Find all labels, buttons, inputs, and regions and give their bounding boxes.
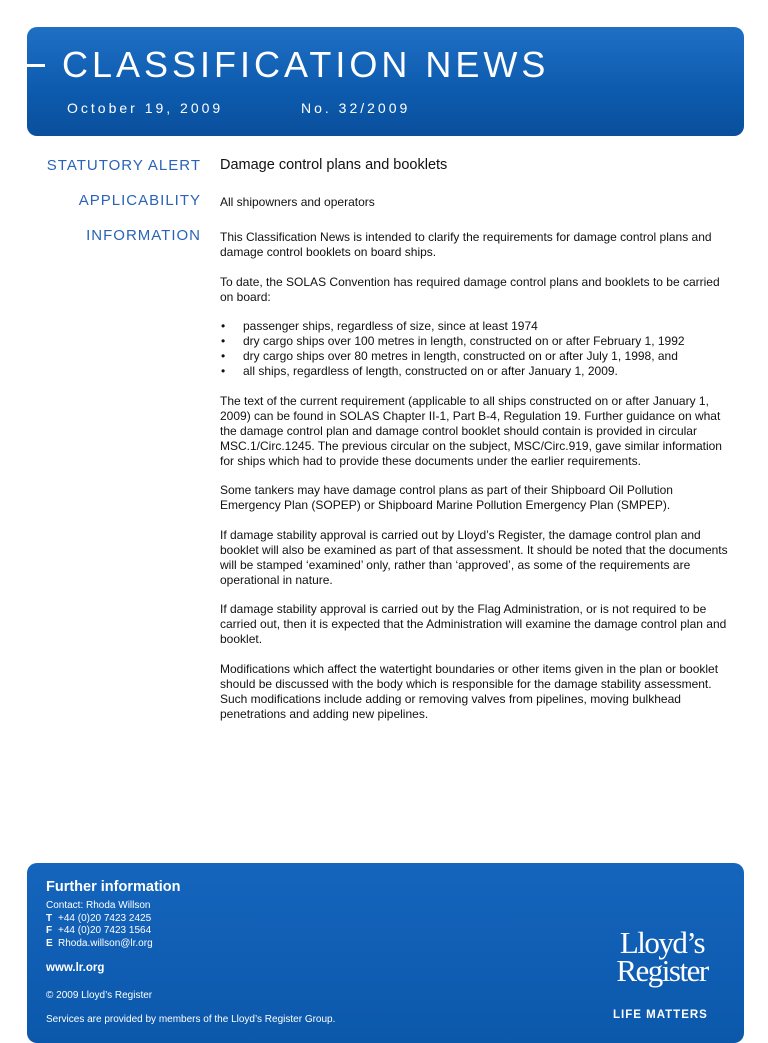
contact-block [46, 900, 153, 950]
footer-panel [27, 863, 744, 1043]
paragraph-solas: To date, the SOLAS Convention has required damage control plans and booklets to be carried on board: [220, 274, 720, 304]
paragraph-lr-approval: If damage stability approval is carried out by Lloyd’s Register, the damage control plan and booklet will also be examined as part of that assessment. It should be noted that the documents will be stamped ‘examined’ only, rather than ‘approved’, as some of the requirements are operational in nature. [220, 527, 728, 587]
list-item: • dry cargo ships over 100 metres in length, constructed on or after February 1, 1992 [221, 334, 685, 348]
lloyds-register-logo: Lloyd’s Register [616, 925, 708, 988]
paragraph-intro: This Classification News is intended to clarify the requirements for damage control plans and damage control booklets on board ships. [220, 230, 712, 259]
label-applicability: APPLICABILITY [78, 192, 201, 209]
contact-phone: T +44 (0)20 7423 2425 [46, 912, 152, 924]
footer-heading: Further information [46, 879, 181, 895]
headline: Damage control plans and booklets [220, 157, 448, 173]
website-link[interactable]: www.lr.org [46, 962, 105, 974]
list-item: • dry cargo ships over 80 metres in length, constructed on or after July 1, 1998, and [221, 349, 678, 363]
page-title: CLASSIFICATION NEWS [62, 44, 550, 85]
list-item: • passenger ships, regardless of size, since at least 1974 [221, 319, 538, 333]
contact-fax: F +44 (0)20 7423 1564 [46, 925, 152, 936]
contact-name: Contact: Rhoda Willson [46, 900, 151, 911]
applicability-text: All shipowners and operators [220, 195, 375, 209]
issue-number: No. 32/2009 [301, 100, 411, 116]
logo-tagline: LIFE MATTERS [613, 1009, 708, 1021]
bullet-icon: • [221, 349, 226, 363]
paragraph-current-requirement: The text of the current requirement (applicable to all ships constructed on or after January 1, 2009) can be found in SOLAS Chapter II-1, Part B-4, Regulation 19. Further guidance on what the damage control plan and damage control booklet should contain is provided in circular MSC.1/Circ.1245. The previous circular on the subject, MSC/Circ.919, gave similar information for ships which had to provide these documents under the earlier requirements. [220, 393, 722, 468]
paragraph-flag-approval: If damage stability approval is carried out by the Flag Administration, or is not required to be carried out, then it is expected that the Administration will examine the damage control plan and booklet. [220, 602, 727, 646]
ship-list [220, 319, 736, 379]
services-note: Services are provided by members of the Lloyd’s Register Group. [46, 1014, 336, 1025]
paragraph-tankers: Some tankers may have damage control plans as part of their Shipboard Oil Pollution Emergency Plan (SOPEP) or Shipboard Marine Pollution Emergency Plan (SMPEP). [220, 483, 673, 512]
copyright: © 2009 Lloyd’s Register [46, 990, 153, 1001]
header-dash [27, 64, 45, 67]
issue-date: October 19, 2009 [67, 100, 224, 116]
label-statutory-alert: STATUTORY ALERT [46, 157, 201, 174]
contact-email[interactable]: E Rhoda.willson@lr.org [46, 937, 153, 949]
bullet-icon: • [221, 364, 226, 378]
bullet-icon: • [221, 319, 226, 333]
label-information: INFORMATION [86, 227, 201, 244]
bullet-icon: • [221, 334, 226, 348]
list-item: • all ships, regardless of length, constructed on or after January 1, 2009. [221, 364, 618, 378]
paragraph-modifications: Modifications which affect the watertight boundaries or other items given in the plan or booklet should be discussed with the body which is responsible for the damage stability assessment. Such modifications include adding or removing valves from pipelines, moving bulkhead penetrations and adding new pipelines. [220, 661, 719, 721]
information-body [220, 230, 736, 736]
